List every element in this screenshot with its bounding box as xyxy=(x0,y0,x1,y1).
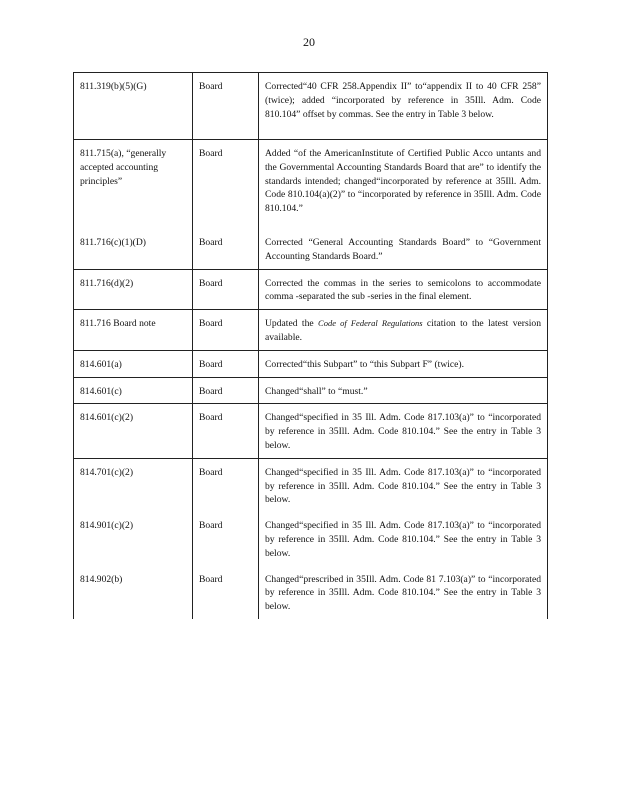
source-cell: Board xyxy=(193,377,259,404)
source-cell: Board xyxy=(193,269,259,310)
source-cell: Board xyxy=(193,234,259,269)
page-number: 20 xyxy=(303,35,315,49)
action-cell: Corrected“40 CFR 258.Appendix II” to“appendix II to 40 CFR 258” (twice); added “incorporated by reference in 35Ill. Adm. Code 810.104” offset by commas. See the entry in Table 3 below. xyxy=(259,73,548,140)
action-cell: Changed“prescribed in 35Ill. Adm. Code 81 7.103(a)” to “incorporated by reference in 35Ill. Adm. Code 810.104.” See the entry in Table 3 below. xyxy=(259,566,548,619)
source-cell: Board xyxy=(193,140,259,235)
section-cell: 811.716(d)(2) xyxy=(74,269,193,310)
section-cell: 814.902(b) xyxy=(74,566,193,619)
table-row xyxy=(74,377,548,404)
action-text-before: Updated the xyxy=(265,318,319,330)
action-cell: Corrected the commas in the series to semicolons to accommodate comma -separated the sub -series in the final element. xyxy=(259,269,548,310)
source-cell: Board xyxy=(193,458,259,512)
section-cell: 814.601(a) xyxy=(74,350,193,377)
table-row xyxy=(74,140,548,235)
action-cell: Added “of the AmericanInstitute of Certified Public Acco untants and the Governmental Accounting Standards Board that are” to identify the standards intended; changed“incorporated by reference at 35Ill. Adm. Code 810.104(a)(2)” to “incorporated by reference in 35Ill. Adm. Code 810.104.” xyxy=(259,140,548,235)
table-row xyxy=(74,458,548,512)
source-cell: Board xyxy=(193,73,259,140)
table-row xyxy=(74,234,548,269)
table-row xyxy=(74,512,548,565)
action-cell: Changed“specified in 35 Ill. Adm. Code 817.103(a)” to “incorporated by reference in 35Ill. Adm. Code 810.104.” See the entry in Table 3 below. xyxy=(259,458,548,512)
table-row xyxy=(74,566,548,619)
source-cell: Board xyxy=(193,310,259,351)
source-cell: Board xyxy=(193,566,259,619)
table-row xyxy=(74,350,548,377)
table-row xyxy=(74,73,548,140)
source-cell: Board xyxy=(193,350,259,377)
action-cell xyxy=(259,310,548,351)
action-text-after: citation to the latest version available. xyxy=(265,318,541,343)
action-cell: Corrected“this Subpart” to “this Subpart F” (twice). xyxy=(259,350,548,377)
action-cell: Changed“shall” to “must.” xyxy=(259,377,548,404)
source-cell: Board xyxy=(193,512,259,565)
action-cell: Changed“specified in 35 Ill. Adm. Code 817.103(a)” to “incorporated by reference in 35Ill. Adm. Code 810.104.” See the entry in Table 3 below. xyxy=(259,404,548,458)
cfr-citation: Code of Federal Regulations xyxy=(318,318,423,329)
section-cell: 811.319(b)(5)(G) xyxy=(74,73,193,140)
table-row xyxy=(74,404,548,458)
action-cell: Corrected “General Accounting Standards Board” to “Government Accounting Standards Board.” xyxy=(259,234,548,269)
section-cell: 814.601(c)(2) xyxy=(74,404,193,458)
section-cell: 814.601(c) xyxy=(74,377,193,404)
action-cell: Changed“specified in 35 Ill. Adm. Code 817.103(a)” to “incorporated by reference in 35Ill. Adm. Code 810.104.” See the entry in Table 3 below. xyxy=(259,512,548,565)
section-cell: 811.716(c)(1)(D) xyxy=(74,234,193,269)
source-cell: Board xyxy=(193,404,259,458)
section-cell: 814.701(c)(2) xyxy=(74,458,193,512)
amendments-table xyxy=(73,72,548,619)
section-cell: 811.715(a), “generally accepted accounting principles” xyxy=(74,140,193,235)
table-row xyxy=(74,269,548,310)
table-row xyxy=(74,310,548,351)
section-cell: 814.901(c)(2) xyxy=(74,512,193,565)
section-cell: 811.716 Board note xyxy=(74,310,193,351)
